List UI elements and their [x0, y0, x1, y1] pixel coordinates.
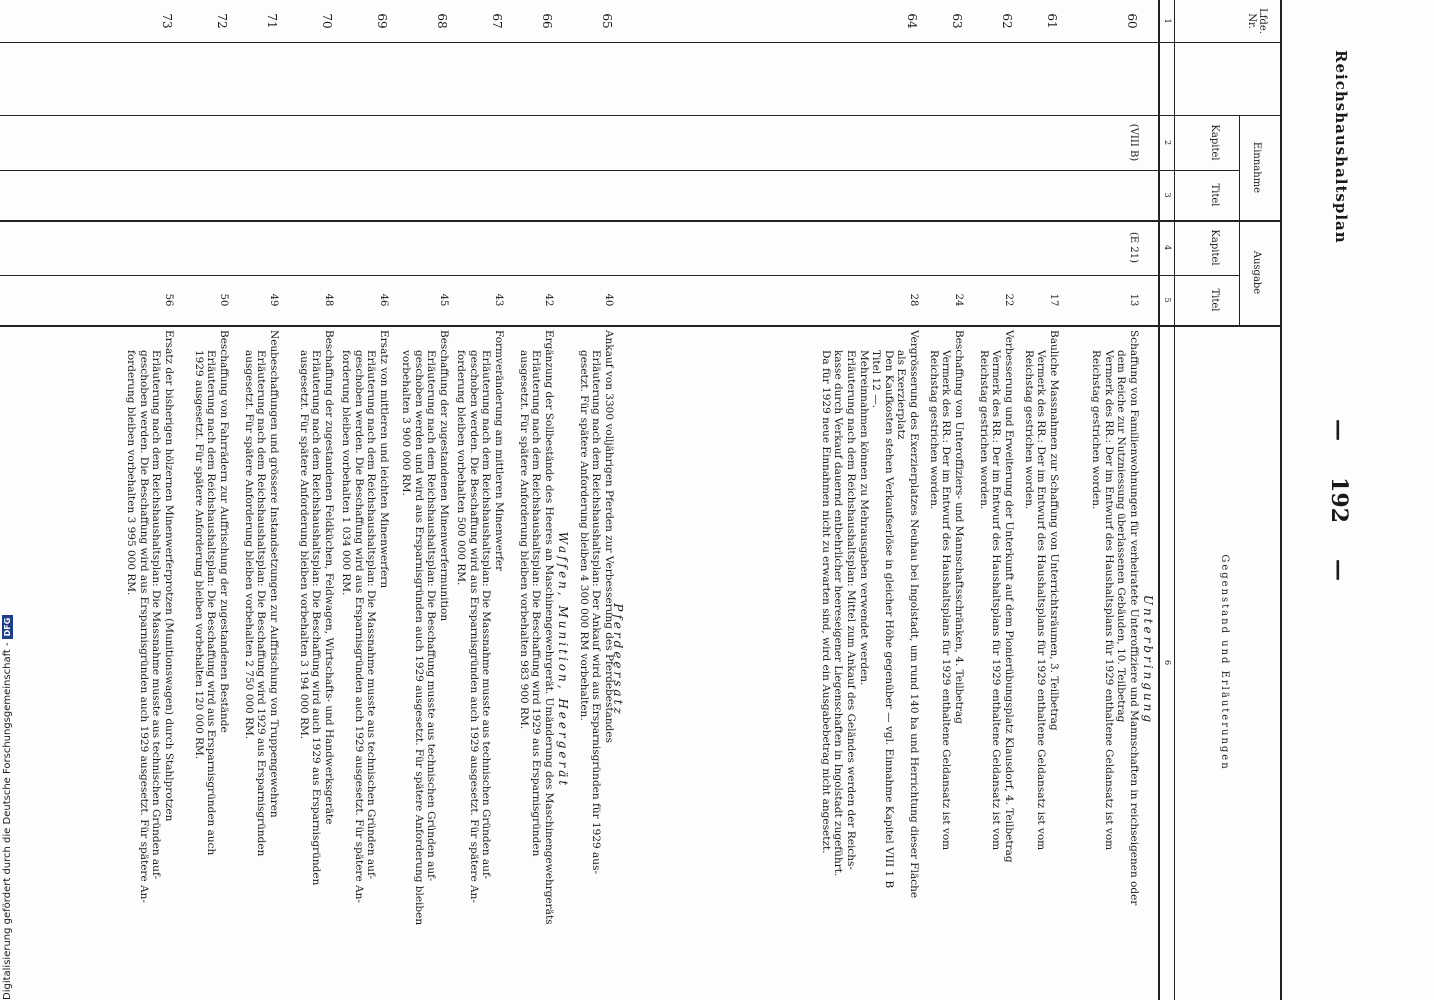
col-rule-1	[0, 42, 1282, 43]
row-number: 70	[320, 13, 334, 29]
row-text-line: Ersatz der bisherigen hölzernen Minenwerferprotzen (Munitionswagen) durch Stahlprotzen	[163, 330, 175, 822]
row-number: 62	[1000, 13, 1014, 29]
row-aus-titel: 48	[323, 293, 334, 307]
row-text	[297, 330, 335, 1000]
footer	[2, 0, 22, 1000]
row-number: 65	[600, 13, 614, 29]
col-rule-6	[0, 325, 1282, 327]
row-text-line: Erläuterung nach dem Reichshaushaltsplan: Die Beschaffung wird aus Ersparnisgründen auch	[205, 350, 218, 856]
row-aus-titel: 17	[1048, 293, 1059, 307]
row-text-line: als Exerzierplatz	[895, 350, 908, 440]
col-num-4: 4	[1163, 244, 1172, 251]
row-text	[242, 330, 280, 1000]
row-text	[455, 330, 505, 1000]
row-text	[1022, 330, 1060, 1000]
page-title: Reichshaushaltsplan	[1332, 50, 1350, 244]
row-text-line: Vermerk des RR.: Der im Entwurf des Haushaltsplans für 1929 enthaltene Geldansatz ist vom	[940, 350, 953, 851]
row-text-line: kasse durch Verkauf dauernd entbehrlicher heereseigener Liegenschaften in Ingolstadt zugeführt.	[832, 350, 845, 877]
section-waffen: Waffen, Munition, Heergerät	[556, 531, 570, 789]
col-head-ein-titel: Titel	[1209, 183, 1220, 207]
row-text-line: Ankauf von 3300 volljährigen Pferden zur Verbesserung des Pferdebestandes	[603, 330, 615, 743]
row-text-line: Erläuterung nach dem Reichshaushaltsplan: Die Massnahme musste aus technischen Gründen auf-	[150, 350, 163, 879]
row-text	[400, 330, 450, 1000]
row-text-line: Erläuterung nach dem Reichshaushaltsplan: Der Ankauf wird aus Ersparnisgründen für 1929 aus-	[590, 350, 603, 875]
row-text-line: Reichstag gestrichen worden.	[977, 350, 990, 510]
row-text-line: Reichstag gestrichen worden.	[927, 350, 940, 510]
group-rule	[1239, 115, 1240, 325]
row-text-line: Beschaffung der zugestandenen Minenwerfermunition	[438, 330, 450, 622]
row-aus-titel: 46	[378, 293, 389, 307]
row-text-line: geschoben werden und wird aus Ersparnisgründen auch 1929 ausgesetzt. Für spätere Anforderung bleiben	[412, 350, 425, 926]
row-text-line: Verbesserung und Erweiterung der Unterkunft auf dem Pionierübungsplatz Klausdorf, 4. Teilbetrag	[1003, 330, 1015, 863]
row-text-line: Erläuterung nach dem Reichshaushaltsplan: Die Massnahme musste aus technischen Gründen auf-	[365, 350, 378, 879]
row-text-line: Erläuterung nach dem Reichshaushaltsplan: Die Beschaffung wird 1929 aus Ersparnisgründen	[255, 350, 268, 857]
row-text-line: ausgesetzt. Für spätere Anforderung bleiben vorbehalten 2 750 000 RM.	[242, 350, 255, 740]
row-text-line: Vermerk des RR.: Der im Entwurf des Haushaltsplans für 1929 enthaltene Geldansatz ist vom	[1035, 350, 1048, 851]
table-top-rule	[1280, 0, 1282, 1000]
page-number-line	[1326, 0, 1352, 1000]
col-head-gegenstand: Gegenstand und Erläuterungen	[1219, 554, 1230, 771]
row-aus-titel: 56	[163, 293, 174, 307]
col-rule-3	[0, 170, 1240, 171]
row-number: 69	[375, 13, 389, 29]
col-num-5: 5	[1163, 297, 1172, 303]
row-number: 71	[265, 13, 279, 29]
row-text-line: forderung bleiben vorbehalten 3 995 000 RM.	[125, 350, 138, 596]
row-text-line: dem Reiche zur Nutzniessung überlassenen Gebäuden, 10. Teilbetrag	[1115, 350, 1128, 723]
row-text-line: Vergrösserung des Exerzierplatzes Neuhau bei Ingolstadt, um rund 140 ha und Herrichtung dieser Fläche	[908, 330, 920, 899]
row-text-line: Mehreinnahmen können zu Mehrausgaben verwendet werden.	[857, 350, 870, 686]
dash-left: —	[1326, 419, 1352, 442]
row-text-line: Bauliche Massnahmen zur Schaffung von Unterrichtsräumen, 3. Teilbetrag	[1048, 330, 1060, 731]
col-head-ein-kapitel: Kapitel	[1209, 124, 1220, 161]
section-unterbringung: Unterbringung	[1141, 594, 1155, 726]
row-number: 64	[905, 13, 919, 29]
row-text-line: geschoben werden. Die Beschaffung wird aus Ersparnisgründen auch 1929 ausgesetzt. Für spätere An-	[352, 350, 365, 903]
row-number: 67	[490, 13, 504, 29]
col-num-2: 2	[1163, 139, 1172, 146]
row-text-line: ausgesetzt. Für spätere Anforderung bleiben vorbehalten 983 900 RM.	[517, 350, 530, 730]
row-text-line: Ersatz von mittleren und leichten Minenwerfern	[378, 330, 390, 589]
row-text-line: Den Kaufkosten stehen Verkaufserlöse in gleicher Höhe gegenüber — vgl. Einnahme Kapitel VIII 1 B	[882, 350, 895, 889]
row-aus-titel: 45	[438, 293, 449, 307]
row-text-line: Neubeschaffungen und grössere Instandsetzungen zur Auffrischung von Truppengewehren	[268, 330, 280, 818]
row-text	[517, 330, 555, 1000]
col-num-3: 3	[1163, 192, 1172, 198]
row-number: 63	[950, 13, 964, 29]
row-text	[819, 330, 920, 1000]
col-head-lfdnr: Lfde. Nr.	[1246, 8, 1268, 34]
col-rule-2	[0, 115, 1282, 116]
dfg-logo: DFG	[2, 615, 13, 640]
row-aus-kapitel: (E 21)	[1128, 231, 1139, 263]
row-text-line: Da für 1929 neue Einnahmen nicht zu erwarten sind, wird ein Ausgabebetrag nicht angesetzt.	[819, 350, 832, 854]
row-text-line: Erläuterung nach dem Reichshaushaltsplan: Mittel zum Ankauf des Geländes werden der Reichs-	[845, 350, 858, 870]
row-text-line: Titel 12 —.	[870, 350, 883, 409]
row-text	[340, 330, 390, 1000]
row-text-line: ausgesetzt. Für spätere Anforderung bleiben vorbehalten 3 194 000 RM.	[297, 350, 310, 740]
row-text-line: Reichstag gestrichen worden.	[1022, 350, 1035, 510]
row-text-line: forderung bleiben vorbehalten 500 000 RM.	[455, 350, 468, 586]
row-number: 61	[1045, 13, 1059, 29]
row-text-line: forderung bleiben vorbehalten 1 034 000 RM.	[340, 350, 353, 596]
row-text-line: Vermerk des RR.: Der im Entwurf des Haushaltsplans für 1929 enthaltene Geldansatz ist vom	[990, 350, 1003, 851]
row-text-line: Erläuterung nach dem Reichshaushaltsplan: Die Beschaffung wird 1929 aus Ersparnisgründen	[530, 350, 543, 857]
row-text-line: Ergänzung der Sollbestände des Heeres an Maschinengewehrgerät. Umänderung des Maschinengewehrgeräts	[543, 330, 555, 925]
row-number: 72	[215, 13, 229, 29]
row-text	[577, 330, 615, 1000]
row-aus-titel: 49	[268, 293, 279, 307]
row-aus-titel: 40	[603, 293, 614, 307]
row-text-line: vorbehalten 3 900 000 RM.	[400, 350, 413, 496]
col-head-ausgabe: Ausgabe	[1251, 250, 1262, 295]
row-text	[1090, 330, 1140, 1000]
col-head-aus-kapitel: Kapitel	[1209, 229, 1220, 266]
row-text-line: Erläuterung nach dem Reichshaushaltsplan: Die Massnahme musste aus technischen Gründen auf-	[480, 350, 493, 879]
row-aus-titel: 50	[218, 293, 229, 307]
row-text-line: Erläuterung nach dem Reichshaushaltsplan: Die Beschaffung wird auch 1929 aus Ersparnisgründen	[310, 350, 323, 886]
row-aus-titel: 22	[1003, 293, 1014, 307]
row-number: 68	[435, 13, 449, 29]
dash-right: —	[1326, 558, 1352, 581]
row-text	[977, 330, 1015, 1000]
row-text-line: Beschaffung der zugestandenen Feldküchen, Feldwagen, Wirtschafts- und Handwerksgeräte	[323, 330, 335, 825]
row-text-line: geschoben werden. Die Beschaffung wird aus Ersparnisgründen auch 1929 ausgesetzt. Für spätere An-	[467, 350, 480, 903]
row-text-line: Vermerk des RR.: Der im Entwurf des Haushaltsplans für 1929 enthaltene Geldansatz ist vom	[1102, 350, 1115, 851]
row-aus-titel: 24	[953, 293, 964, 307]
footer-text: Digitalisierung gefördert durch die Deutsche Forschungsgemeinschaft -	[2, 642, 13, 1000]
row-text-line: 1929 ausgesetzt. Für spätere Anforderung bleiben vorbehalten 120 000 RM.	[192, 350, 205, 760]
row-number: 66	[540, 13, 554, 29]
row-text	[125, 330, 175, 1000]
row-number: 73	[160, 13, 174, 29]
row-text-line: Schaffung von Familienwohnungen für verheiratete Unteroffiziere und Mannschaften in reichseigenen oder	[1128, 330, 1140, 906]
row-number: 60	[1125, 13, 1139, 29]
row-aus-titel: 28	[908, 293, 919, 307]
header-number-rule	[1174, 0, 1175, 1000]
row-aus-titel: 13	[1128, 293, 1139, 307]
row-text	[927, 330, 965, 1000]
col-num-6: 6	[1163, 659, 1172, 666]
page-number: 192	[1326, 477, 1352, 523]
row-text-line: geschoben werden. Die Beschaffung wird aus Ersparnisgründen auch 1929 ausgesetzt. Für spätere An-	[137, 350, 150, 903]
row-text-line: Erläuterung nach dem Reichshaushaltsplan: Die Beschaffung musste aus technischen Gründen auf-	[425, 350, 438, 882]
col-head-aus-titel: Titel	[1209, 288, 1220, 312]
col-head-einnahme: Einnahme	[1251, 141, 1262, 194]
row-text	[192, 330, 230, 1000]
col-num-1: 1	[1163, 18, 1172, 24]
row-text-line: Reichstag gestrichen worden.	[1090, 350, 1103, 510]
row-ein-kapitel: (VIII B)	[1128, 123, 1139, 162]
section-pferdeersatz: Pferdeersatz	[611, 603, 625, 717]
row-aus-titel: 43	[493, 293, 504, 307]
row-text-line: Formveränderung am mittleren Minenwerfer	[493, 330, 505, 572]
col-rule-4	[0, 220, 1282, 222]
header-bottom-rule	[1158, 0, 1160, 1000]
row-text-line: Beschaffung von Fahrrädern zur Auffrischung der zugestandenen Bestände	[218, 330, 230, 733]
row-text-line: Beschaffung von Unteroffiziers- und Mannschaftsschränken, 4. Teilbetrag	[953, 330, 965, 724]
row-text-line: gesetzt. Für spätere Anforderung bleiben 4 300 000 RM vorbehalten.	[577, 350, 590, 721]
row-aus-titel: 42	[543, 293, 554, 307]
page-header	[1290, 0, 1360, 1000]
